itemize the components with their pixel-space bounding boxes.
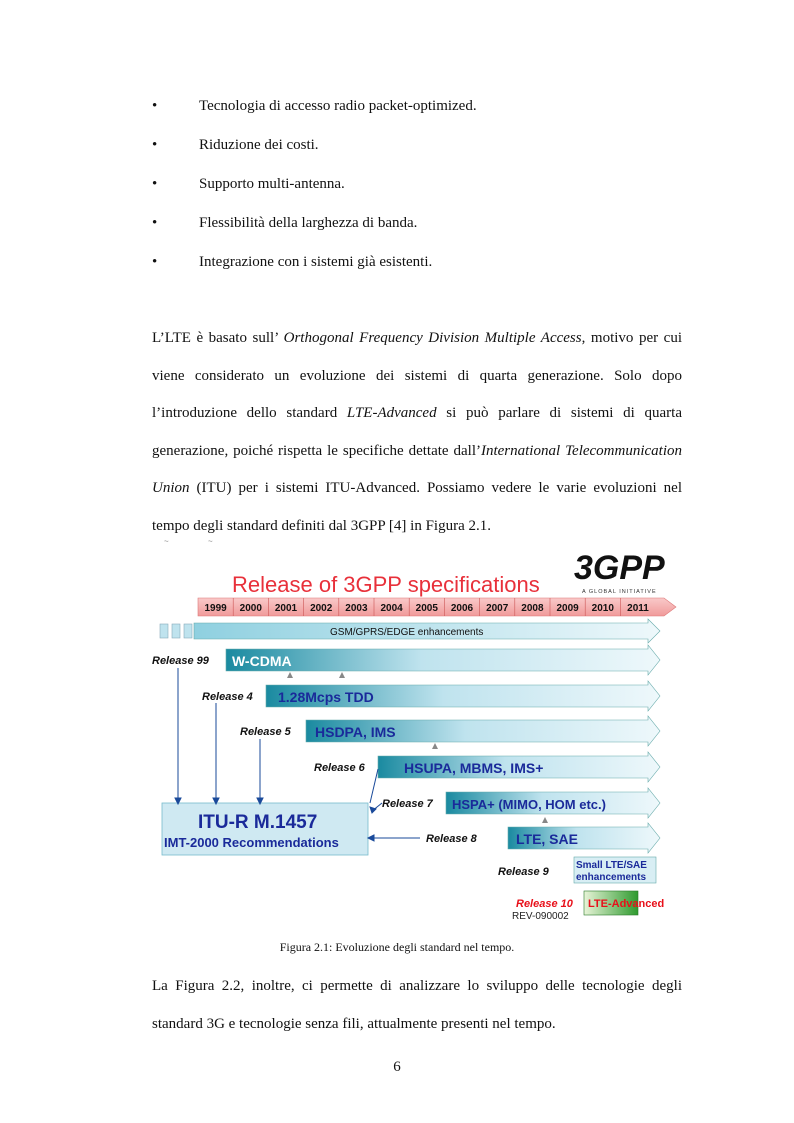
itu-box xyxy=(162,803,368,855)
para-text: si può parlare di sistemi di quarta generazione, poiché rispetta le specifiche dettate dall’ xyxy=(152,405,682,459)
year-label: 2001 xyxy=(274,603,298,614)
logo-subtitle: A GLOBAL INITIATIVE xyxy=(582,589,657,595)
release-diagram xyxy=(150,535,680,930)
release8-row xyxy=(426,823,660,853)
release10-row xyxy=(512,891,664,922)
para-italic-itu: International Telecommunication Union xyxy=(152,442,683,496)
bullet-item xyxy=(152,96,712,135)
3gpp-logo xyxy=(574,549,665,595)
release-label: Release 5 xyxy=(240,726,291,738)
para-text: L’LTE è basato sull’ xyxy=(152,330,284,346)
bullet-text: Flessibilità della larghezza di banda. xyxy=(199,215,418,231)
bullet-symbol: • xyxy=(152,98,158,114)
figure22-paragraph: La Figura 2.2, inoltre, ci permette di analizzare lo sviluppo delle tecnologie degli standard 3G e tecnologie senza fili, attualmente presenti nel tempo. xyxy=(152,978,682,1032)
bullet-text: Tecnologia di accesso radio packet-optimized. xyxy=(199,98,477,114)
para-italic-lte-advanced: LTE-Advanced xyxy=(346,405,437,421)
year-label: 2011 xyxy=(627,603,649,614)
lte-paragraph xyxy=(152,320,682,545)
year-label: 2010 xyxy=(591,603,614,614)
year-label: 2000 xyxy=(239,603,262,614)
release4-row xyxy=(202,681,660,711)
year-label: 2003 xyxy=(345,603,368,614)
top-mark: ~ xyxy=(164,537,169,546)
feature-label: LTE, SAE xyxy=(516,831,578,847)
release10-feature: LTE-Advanced xyxy=(588,898,665,910)
bullet-symbol: • xyxy=(152,137,158,153)
para-text: , motivo per cui viene considerato un evoluzione dei sistemi di quarta generazione. Solo dopo l’introduzione dello standard xyxy=(152,330,682,421)
bullet-text: Integrazione con i sistemi già esistenti. xyxy=(199,254,433,270)
bullet-item xyxy=(152,135,712,174)
bullet-item xyxy=(152,174,712,213)
feature-label: W-CDMA xyxy=(232,653,292,669)
itu-subtitle: IMT-2000 Recommendations xyxy=(164,835,339,850)
bullet-symbol: • xyxy=(152,215,158,231)
figure-caption: Figura 2.1: Evoluzione degli standard nel tempo. xyxy=(279,940,515,954)
figure-title: Release of 3GPP specifications xyxy=(232,572,540,597)
figure-3gpp-releases xyxy=(150,535,680,930)
release-label: Release 4 xyxy=(202,691,253,703)
release-label: Release 7 xyxy=(382,798,433,810)
para-italic-ofdma: Orthogonal Frequency Division Multiple Access xyxy=(283,330,582,346)
release-label: Release 8 xyxy=(426,833,477,845)
year-label: 2002 xyxy=(310,603,333,614)
gsm-label: GSM/GPRS/EDGE enhancements xyxy=(330,627,484,638)
release99-row xyxy=(152,645,660,675)
revision-label: REV-090002 xyxy=(512,911,569,922)
bullet-symbol: • xyxy=(152,254,158,270)
year-label: 2005 xyxy=(415,603,438,614)
para-text: (ITU) per i sistemi ITU-Advanced. Possiamo vedere le varie evoluzioni nel tempo degli standard definiti dal 3GPP [4] in Figura 2.1. xyxy=(152,480,682,534)
bullet-item xyxy=(152,213,712,252)
feature-label: HSPA+ (MIMO, HOM etc.) xyxy=(452,797,606,812)
year-label: 2009 xyxy=(556,603,579,614)
itu-title: ITU-R M.1457 xyxy=(198,812,318,833)
feature-label: HSUPA, MBMS, IMS+ xyxy=(404,760,544,776)
feature-label-line2: enhancements xyxy=(576,872,647,883)
bullet-text: Riduzione dei costi. xyxy=(199,137,319,153)
year-label: 2007 xyxy=(486,603,509,614)
top-mark: ~ xyxy=(208,537,213,546)
release-label: Release 9 xyxy=(498,866,549,878)
feature-label: 1.28Mcps TDD xyxy=(278,689,374,705)
release5-row xyxy=(240,716,660,746)
release10-label: Release 10 xyxy=(516,898,573,910)
year-label: 2004 xyxy=(380,603,403,614)
year-label: 2006 xyxy=(450,603,474,614)
bullet-text: Supporto multi-antenna. xyxy=(199,176,345,192)
release-label: Release 6 xyxy=(314,762,365,774)
release9-row xyxy=(498,857,656,883)
year-band xyxy=(198,598,676,616)
year-label: 2008 xyxy=(521,603,544,614)
bullet-symbol: • xyxy=(152,176,158,192)
feature-label: HSDPA, IMS xyxy=(315,724,396,740)
release-label: Release 99 xyxy=(152,655,209,667)
year-label: 1999 xyxy=(204,603,227,614)
release7-row xyxy=(382,788,660,818)
logo-text: 3GPP xyxy=(574,549,665,587)
gsm-band xyxy=(160,619,660,643)
feature-label-line1: Small LTE/SAE xyxy=(576,860,647,871)
feature-bullet-list xyxy=(152,96,712,291)
release6-row xyxy=(314,752,660,782)
bullet-item xyxy=(152,252,712,291)
page-number: 6 xyxy=(393,1059,401,1075)
